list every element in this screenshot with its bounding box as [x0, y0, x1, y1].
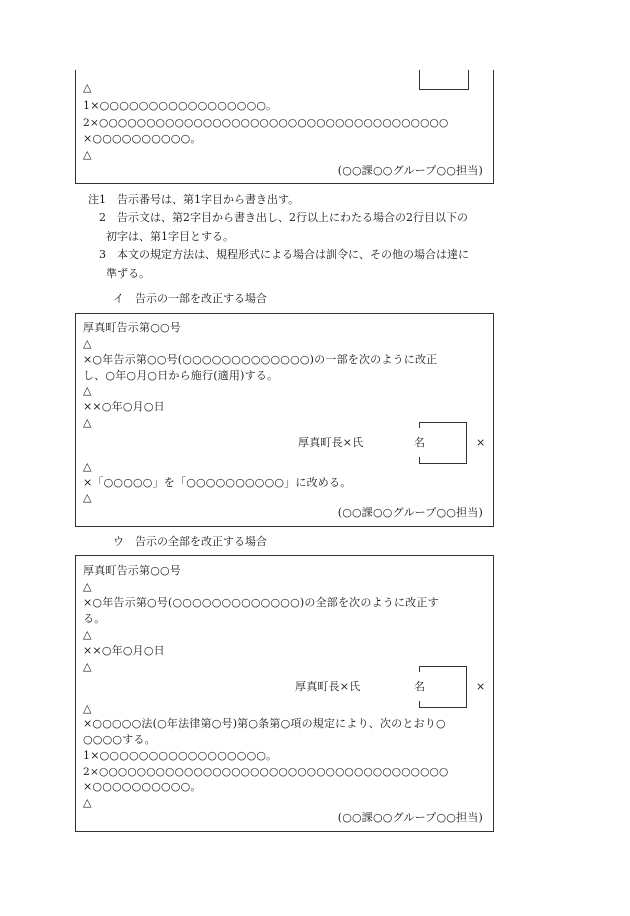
legal-basis: ×○○○○○法(○年法律第○号)第○条第○項の規定により、次のとおり○ [83, 717, 446, 730]
seal-box-partial [419, 70, 469, 90]
blank-line-marker: △ [83, 81, 92, 94]
blank-line-marker: △ [83, 580, 92, 593]
blank-line-marker: △ [83, 460, 92, 473]
item-1: 1×○○○○○○○○○○○○○○○○○。 [83, 749, 278, 762]
notice-body: ×○年告示第○○号(○○○○○○○○○○○○○)の一部を次のように改正 [83, 353, 438, 366]
cross-mark: × [476, 436, 486, 449]
item-2: 2×○○○○○○○○○○○○○○○○○○○○○○○○○○○○○○○○○○○○○ [83, 766, 449, 778]
blank-line-marker: △ [83, 702, 92, 715]
contact-dept: (○○課○○グループ○○担当) [337, 811, 483, 824]
blank-line-marker: △ [83, 660, 92, 673]
notice-body: ×○年告示第○号(○○○○○○○○○○○○○)の全部を次のように改正す [83, 596, 439, 609]
blank-line-marker: △ [83, 796, 92, 809]
notice-box-full-amend [75, 555, 494, 832]
blank-line-marker: △ [83, 491, 92, 504]
notice-box-partial-amend [75, 313, 494, 527]
blank-line-marker: △ [83, 384, 92, 397]
notice-body-cont: る。 [83, 612, 106, 625]
item-1: 1×○○○○○○○○○○○○○○○○○。 [83, 99, 278, 112]
seal-label: 名 [414, 436, 426, 449]
mayor-name: 厚真町長×氏 [298, 436, 364, 449]
seal-label: 名 [414, 680, 426, 693]
notice-box-top [75, 70, 494, 184]
notice-body-cont: し、○年○月○日から施行(適用)する。 [83, 369, 279, 382]
blank-line-marker: △ [83, 148, 92, 161]
note-3: 3 本文の規定方法は、規程形式による場合は訓令に、その他の場合は達に [99, 248, 469, 261]
notice-date: ××○年○月○日 [83, 400, 165, 413]
blank-line-marker: △ [83, 416, 92, 429]
blank-line-marker: △ [83, 628, 92, 641]
note-2: 2 告示文は、第2字目から書き出し、2行以上にわたる場合の2行目以下の [99, 211, 468, 224]
note-2-cont: 初字は、第1字目とする。 [106, 230, 234, 243]
legal-basis-cont: ○○○○する。 [83, 733, 156, 746]
item-2-cont: ×○○○○○○○○○○。 [83, 132, 202, 145]
contact-dept: (○○課○○グループ○○担当) [337, 506, 483, 519]
seal-box [419, 666, 467, 708]
item-2: 2×○○○○○○○○○○○○○○○○○○○○○○○○○○○○○○○○○○○○○ [83, 117, 449, 129]
section-heading-partial: イ 告示の一部を改正する場合 [113, 292, 267, 305]
mayor-name: 厚真町長×氏 [295, 680, 361, 693]
blank-line-marker: △ [83, 337, 92, 350]
note-3-cont: 準ずる。 [106, 267, 150, 280]
notice-title: 厚真町告示第○○号 [83, 321, 181, 334]
amendment-text: ×「○○○○○」を「○○○○○○○○○○」に改める。 [83, 476, 352, 489]
contact-dept: (○○課○○グループ○○担当) [337, 164, 483, 177]
item-2-cont: ×○○○○○○○○○○。 [83, 780, 202, 793]
seal-box [419, 422, 467, 464]
section-heading-full: ウ 告示の全部を改正する場合 [113, 535, 267, 548]
notice-date: ××○年○月○日 [83, 644, 165, 657]
cross-mark: × [476, 680, 486, 693]
note-1: 注1 告示番号は、第1字目から書き出す。 [88, 193, 300, 206]
notice-title: 厚真町告示第○○号 [83, 564, 181, 577]
